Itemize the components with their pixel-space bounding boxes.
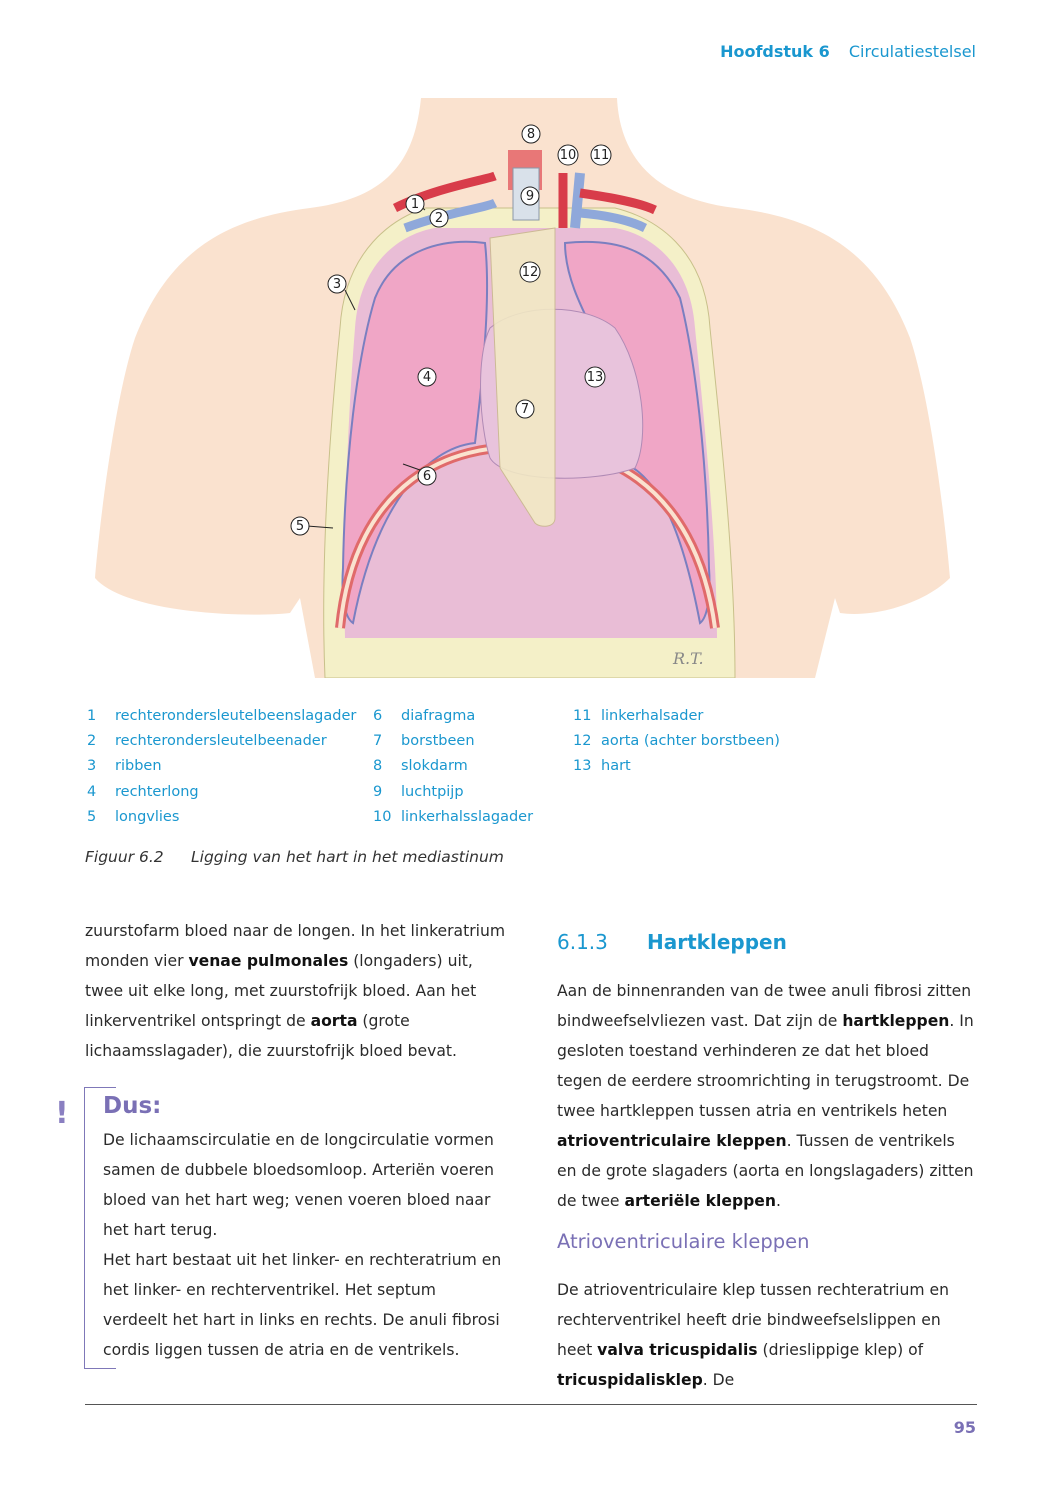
callout-8 (522, 125, 540, 143)
legend-col-1: 1 rechterondersleutelbeenslagader 2 rechterondersleutelbeenader 3 ribben 4 rechterlong 5 longvlies (87, 708, 357, 825)
exclamation-icon: ! (55, 1096, 69, 1131)
svg-text:10: 10 (559, 148, 577, 163)
callout-2 (430, 209, 448, 227)
legend-col-3: 11 linkerhalsader 12 aorta (achter borstbeen) 13 hart (573, 708, 780, 775)
figure-caption-text: Ligging van het hart in het mediastinum (191, 848, 504, 866)
page-number: 95 (953, 1418, 976, 1437)
summary-box (84, 1087, 504, 1369)
summary-paragraph-1: De lichaamscirculatie en de longcirculatie vormen samen de dubbele bloedsomloop. Arteriën voeren bloed van het hart weg; venen voeren bloed naar het hart terug. (103, 1131, 495, 1239)
chapter-title: Circulatiestelsel (848, 42, 976, 61)
legend-col-2: 6 diafragma 7 borstbeen 8 slokdarm 9 luchtpijp 10 linkerhalsslagader (373, 708, 534, 825)
footer-rule (85, 1404, 977, 1405)
svg-text:7: 7 (520, 402, 530, 417)
callout-9 (521, 187, 539, 205)
section-heading: 6.1.3 Hartkleppen (557, 930, 787, 954)
left-column-paragraph: zuurstofarm bloed naar de longen. In het linkeratrium monden vier venae pulmonales (longaders) uit, twee uit elke long, met zuurstofrijk bloed. Aan het linkerventrikel ontspringt de aorta (grote lichaamsslagader), die zuurstofrijk bloed bevat. (85, 922, 506, 1060)
svg-text:12: 12 (521, 265, 539, 280)
running-header (720, 42, 976, 61)
left-jugular-vein (575, 173, 580, 228)
chapter-label: Hoofdstuk 6 (720, 42, 830, 61)
svg-text:6: 6 (422, 469, 432, 484)
callout-4 (418, 368, 436, 386)
summary-title: Dus: (103, 1093, 162, 1119)
svg-text:5: 5 (295, 519, 305, 534)
svg-text:2: 2 (434, 211, 444, 226)
svg-text:13: 13 (586, 370, 604, 385)
svg-text:4: 4 (422, 370, 432, 385)
subsection-paragraph: De atrioventriculaire klep tussen rechteratrium en rechterventrikel heeft drie bindweefselslippen en heet valva tricuspidalis (drieslippige klep) of tricuspidalisklep. De (557, 1281, 950, 1389)
section-paragraph: Aan de binnenranden van de twee anuli fibrosi zitten bindweefselvliezen vast. Dat zijn de hartkleppen. In gesloten toestand verhinderen ze dat het bloed tegen de eerdere stroomrichting in terugstroomt. De twee hartkleppen tussen atria en ventrikels heten atrioventriculaire kleppen. Tussen de ventrikels en de grote slagaders (aorta en longslagaders) zitten de twee arteriële kleppen. (557, 982, 974, 1210)
svg-text:3: 3 (332, 277, 342, 292)
callout-13 (585, 367, 605, 387)
callout-11 (591, 145, 611, 165)
svg-text:11: 11 (592, 148, 610, 163)
anatomy-figure (95, 98, 950, 678)
callout-10 (558, 145, 578, 165)
svg-text:8: 8 (526, 127, 536, 142)
svg-text:9: 9 (525, 189, 535, 204)
callout-12 (520, 262, 540, 282)
callout-7 (516, 400, 534, 418)
svg-text:1: 1 (410, 197, 420, 212)
artist-signature: R.T. (673, 649, 704, 668)
summary-paragraph-2: Het hart bestaat uit het linker- en rechteratrium en het linker- en rechterventrikel. Het septum verdeelt het hart in links en rechts. De anuli fibrosi cordis liggen tussen de atria en de ventrikels. (103, 1251, 502, 1359)
figure-label: Figuur 6.2 (85, 848, 164, 866)
subsection-heading: Atrioventriculaire kleppen (557, 1230, 810, 1253)
figure-caption (85, 848, 504, 866)
